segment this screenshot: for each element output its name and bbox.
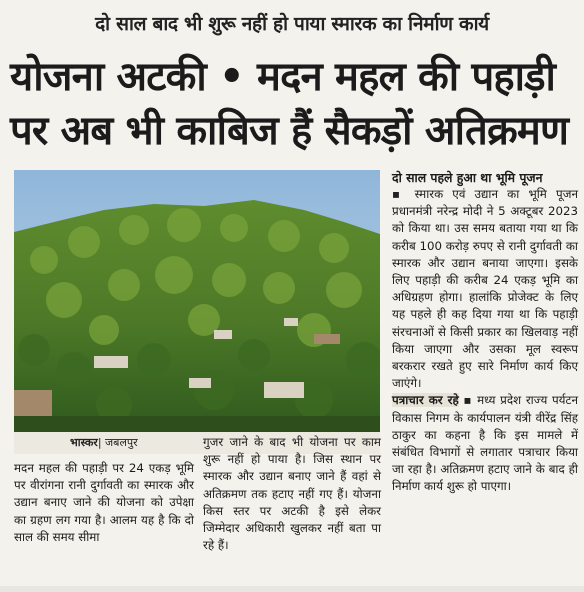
sidebar-run-in-head: पत्राचार कर रहे bbox=[392, 393, 459, 408]
bottom-edge-strip bbox=[0, 586, 584, 592]
bullet-icon: ▪ bbox=[463, 393, 473, 408]
headline-line-1: योजना अटकी • मदन महल की पहाड़ी bbox=[10, 54, 556, 100]
credit-location: जबलपुर bbox=[105, 436, 138, 449]
kicker: दो साल बाद भी शुरू नहीं हो पाया स्मारक का निर्माण कार्य bbox=[95, 13, 489, 35]
sidebar-paragraph-2-text: मध्य प्रदेश राज्य पर्यटन विकास निगम के कार्यपालन यंत्री वीरेंद्र सिंह ठाकुर का कहना है कि इस मामले में संबंधित विभागों से लगातार पत्राचार किया जा रहा है। अतिक्रमण हटाए जाने के बाद ही निर्माण कार्य शुरू हो पाएगा। bbox=[392, 393, 579, 494]
hill-photo-illustration bbox=[14, 170, 380, 432]
article-column-2: गुजर जाने के बाद भी योजना पर काम शुरू नहीं हो पाया है। जिस स्थान पर स्मारक और उद्यान बनाए जाने हैं वहां से अतिक्रमण तक हटाए नहीं गए हैं। योजना किस स्तर पर अटकी है इसे लेकर जिम्मेदार अधिकारी खुलकर नहीं बता पा रहे हैं। bbox=[203, 435, 381, 553]
headline-line-2: पर अब भी काबिज हैं सैकड़ों अतिक्रमण bbox=[10, 108, 569, 154]
sidebar-paragraph-1 bbox=[392, 186, 578, 392]
sidebar-column bbox=[392, 170, 578, 496]
sidebar-paragraph-2 bbox=[392, 392, 578, 495]
article-column-1: मदन महल की पहाड़ी पर 24 एकड़ भूमि पर वीरांगना रानी दुर्गावती का स्मारक और उद्यान बनाए जाने की योजना को उपेक्षा का ग्रहण लग गया है। आलम यह है कि दो साल की समय सीमा bbox=[14, 461, 194, 544]
bullet-icon: ▪ bbox=[392, 187, 406, 201]
credit-separator: | bbox=[97, 436, 106, 449]
news-photo bbox=[14, 170, 380, 432]
credit-source: भास्कर bbox=[70, 436, 98, 449]
sidebar-subhead: दो साल पहले हुआ था भूमि पूजन bbox=[392, 170, 543, 185]
headline bbox=[10, 50, 580, 158]
sidebar-paragraph-1-text: स्मारक एवं उद्यान का भूमि पूजन प्रधानमंत्री नरेन्द्र मोदी ने 5 अक्टूबर 2023 को किया था। उस समय बताया गया था कि करीब 100 करोड़ रुपए से रानी दुर्गावती का स्मारक और उद्यान बनाया जाएगा। इसके लिए पहाड़ी की करीब 24 एकड़ भूमि का अधिग्रहण होगा। हालांकि प्रोजेक्ट के लिए यह पहले ही कह दिया गया था कि पहाड़ी संरचनाओं से किसी प्रकार का खिलवाड़ नहीं किया जाएगा और उसका मूल स्वरूप बरकरार रखते हुए सारे निर्माण कार्य किए जाएंगे। bbox=[392, 187, 579, 391]
